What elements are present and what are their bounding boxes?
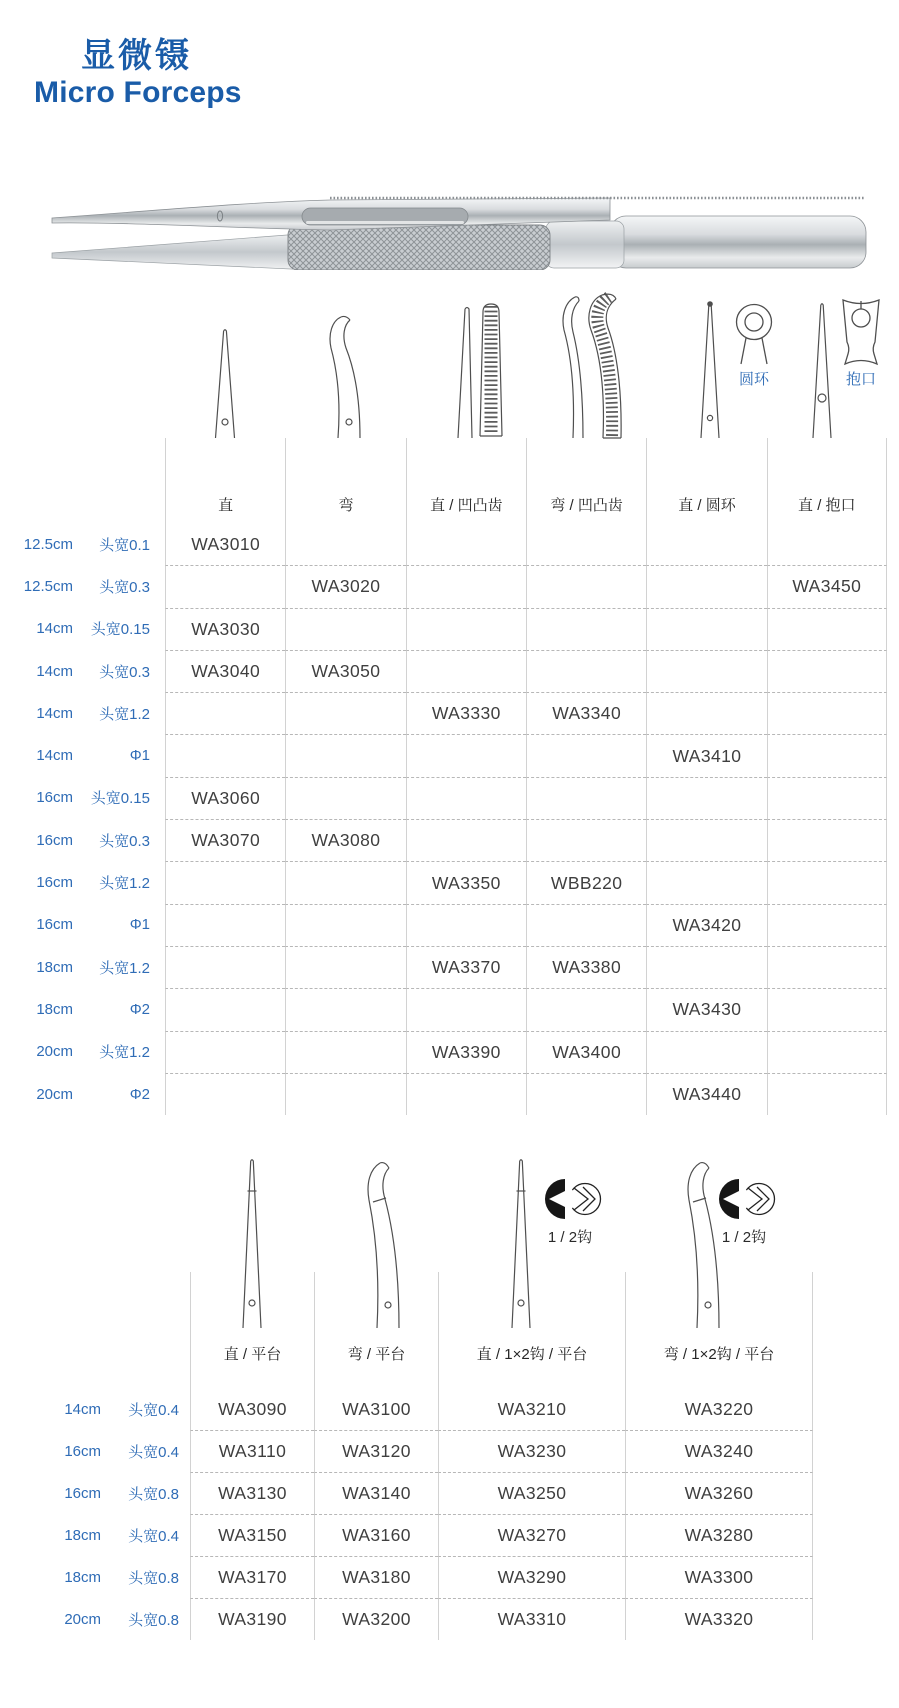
spec-label: 头宽0.4 — [128, 1401, 179, 1419]
empty-cell — [406, 777, 526, 819]
spec-label: 头宽0.3 — [99, 578, 150, 596]
product-code: WA3240 — [625, 1430, 813, 1472]
spec-label: Φ2 — [129, 1085, 150, 1103]
row-label — [0, 1472, 190, 1514]
grip-label: 抱口 — [845, 371, 876, 388]
straight-tip-icon — [210, 325, 240, 445]
spec-label: Φ2 — [129, 1000, 150, 1018]
empty-cell — [646, 777, 766, 819]
spec-label: 头宽0.1 — [99, 536, 150, 554]
column-header-straight-hook-platform: 直 / 1×2钩 / 平台 — [438, 1272, 625, 1388]
spec-table-2 — [0, 1272, 813, 1640]
size-label: 14cm — [64, 1400, 101, 1418]
empty-cell — [406, 734, 526, 776]
size-label: 16cm — [36, 789, 73, 807]
empty-cell — [646, 608, 766, 650]
row-label — [0, 1598, 190, 1640]
row-label — [0, 904, 165, 946]
product-code: WA3080 — [285, 819, 405, 861]
row-label — [0, 1514, 190, 1556]
column-header-curved-serrated: 弯 / 凹凸齿 — [526, 438, 646, 523]
empty-cell — [646, 819, 766, 861]
empty-cell — [406, 523, 526, 565]
row-label — [0, 1388, 190, 1430]
product-code: WA3120 — [314, 1430, 438, 1472]
product-code: WA3280 — [625, 1514, 813, 1556]
empty-cell — [767, 946, 887, 988]
product-code: WA3100 — [314, 1388, 438, 1430]
spec-label: 头宽0.3 — [99, 663, 150, 681]
ring-tip-icon — [695, 298, 725, 445]
spec-label: 头宽0.8 — [128, 1569, 179, 1587]
product-code: WA3210 — [438, 1388, 625, 1430]
product-code: WA3030 — [165, 608, 285, 650]
empty-cell — [767, 904, 887, 946]
grip-tip-icon — [807, 298, 837, 445]
product-code: WA3430 — [646, 988, 766, 1030]
product-code: WA3040 — [165, 650, 285, 692]
spec-label: 头宽0.8 — [128, 1611, 179, 1629]
column-header-straight-ring: 直 / 圆环 — [646, 438, 766, 523]
product-code: WA3290 — [438, 1556, 625, 1598]
size-label: 18cm — [64, 1568, 101, 1586]
empty-cell — [767, 734, 887, 776]
empty-cell — [285, 1073, 405, 1115]
product-code: WA3020 — [285, 565, 405, 607]
product-code: WA3140 — [314, 1472, 438, 1514]
empty-cell — [285, 1031, 405, 1073]
empty-cell — [285, 861, 405, 903]
size-label: 20cm — [36, 1043, 73, 1061]
empty-cell — [526, 904, 646, 946]
empty-cell — [767, 692, 887, 734]
size-label: 16cm — [36, 874, 73, 892]
spec-label: Φ1 — [129, 916, 150, 934]
half-hook-icon — [712, 1178, 778, 1225]
size-label: 16cm — [36, 831, 73, 849]
ring-label: 圆环 — [738, 371, 769, 388]
product-code: WA3170 — [190, 1556, 314, 1598]
empty-cell — [767, 1031, 887, 1073]
size-label: 18cm — [64, 1526, 101, 1544]
spec-label: 头宽1.2 — [99, 959, 150, 977]
empty-cell — [526, 608, 646, 650]
empty-cell — [165, 692, 285, 734]
page-title-chinese: 显微镊 — [81, 37, 192, 75]
product-code: WA3420 — [646, 904, 766, 946]
empty-cell — [767, 608, 887, 650]
product-code: WA3010 — [165, 523, 285, 565]
curved-tip-icon — [324, 310, 366, 445]
product-code: WA3230 — [438, 1430, 625, 1472]
empty-cell — [767, 523, 887, 565]
row-label — [0, 1031, 165, 1073]
size-label: 16cm — [64, 1442, 101, 1460]
row-label — [0, 1556, 190, 1598]
spec-label: 头宽0.4 — [128, 1527, 179, 1545]
empty-cell — [285, 608, 405, 650]
empty-cell — [285, 988, 405, 1030]
size-label: 12.5cm — [23, 535, 73, 553]
hook-label: 1 / 2钩 — [547, 1229, 593, 1246]
empty-cell — [406, 819, 526, 861]
spec-table-1 — [0, 438, 887, 1115]
empty-cell — [165, 904, 285, 946]
size-label: 16cm — [64, 1484, 101, 1502]
size-label: 14cm — [36, 747, 73, 765]
product-code: WA3390 — [406, 1031, 526, 1073]
row-label — [0, 608, 165, 650]
spec-label: 头宽1.2 — [99, 1044, 150, 1062]
row-label — [0, 777, 165, 819]
product-code: WA3090 — [190, 1388, 314, 1430]
empty-cell — [165, 861, 285, 903]
empty-cell — [646, 565, 766, 607]
column-header-straight: 直 — [165, 438, 285, 523]
empty-cell — [406, 904, 526, 946]
empty-cell — [526, 819, 646, 861]
forceps-photo — [30, 158, 885, 270]
empty-cell — [526, 777, 646, 819]
column-header-curved-platform: 弯 / 平台 — [314, 1272, 438, 1388]
empty-cell — [285, 904, 405, 946]
product-code: WA3060 — [165, 777, 285, 819]
row-label — [0, 1430, 190, 1472]
product-code: WA3340 — [526, 692, 646, 734]
empty-cell — [165, 565, 285, 607]
empty-cell — [406, 1073, 526, 1115]
empty-cell — [526, 523, 646, 565]
product-code: WA3440 — [646, 1073, 766, 1115]
product-code: WA3250 — [438, 1472, 625, 1514]
size-label: 20cm — [64, 1610, 101, 1628]
row-label — [0, 692, 165, 734]
product-code: WA3050 — [285, 650, 405, 692]
size-label: 12.5cm — [23, 577, 73, 595]
empty-cell — [165, 988, 285, 1030]
empty-cell — [285, 734, 405, 776]
empty-cell — [767, 1073, 887, 1115]
column-header-curved: 弯 — [285, 438, 405, 523]
row-label — [0, 988, 165, 1030]
spec-label: 头宽1.2 — [99, 875, 150, 893]
product-code: WA3200 — [314, 1598, 438, 1640]
empty-cell — [285, 777, 405, 819]
product-code: WA3300 — [625, 1556, 813, 1598]
page-title-english: Micro Forceps — [34, 76, 242, 109]
product-code: WA3270 — [438, 1514, 625, 1556]
row-label — [0, 650, 165, 692]
row-label — [0, 819, 165, 861]
spec-label: 头宽0.15 — [90, 621, 150, 639]
empty-cell — [406, 650, 526, 692]
empty-cell — [285, 946, 405, 988]
size-label: 18cm — [36, 958, 73, 976]
ring-symbol-icon — [728, 300, 780, 371]
size-label: 20cm — [36, 1085, 73, 1103]
empty-cell — [526, 650, 646, 692]
empty-cell — [285, 523, 405, 565]
grip-symbol-icon — [838, 294, 884, 375]
product-code: WA3180 — [314, 1556, 438, 1598]
spec-label: Φ1 — [129, 747, 150, 765]
empty-cell — [406, 565, 526, 607]
row-label — [0, 946, 165, 988]
product-code: WA3190 — [190, 1598, 314, 1640]
product-code: WA3380 — [526, 946, 646, 988]
spec-label: 头宽0.3 — [99, 832, 150, 850]
product-code: WA3330 — [406, 692, 526, 734]
row-label — [0, 1073, 165, 1115]
product-code: WA3220 — [625, 1388, 813, 1430]
empty-cell — [165, 946, 285, 988]
spec-label: 头宽0.8 — [128, 1485, 179, 1503]
column-header-straight-serrated: 直 / 凹凸齿 — [406, 438, 526, 523]
product-code: WA3450 — [767, 565, 887, 607]
half-hook-icon — [538, 1178, 604, 1225]
empty-cell — [646, 946, 766, 988]
product-code: WBB220 — [526, 861, 646, 903]
empty-cell — [526, 734, 646, 776]
empty-cell — [767, 650, 887, 692]
product-code: WA3150 — [190, 1514, 314, 1556]
row-label — [0, 734, 165, 776]
empty-cell — [526, 988, 646, 1030]
empty-cell — [526, 1073, 646, 1115]
row-label — [0, 861, 165, 903]
hook-label: 1 / 2钩 — [721, 1229, 767, 1246]
empty-cell — [767, 777, 887, 819]
empty-cell — [767, 861, 887, 903]
spec-label: 头宽1.2 — [99, 705, 150, 723]
size-label: 16cm — [36, 916, 73, 934]
straight-serrated-tip-icon — [446, 300, 510, 445]
product-code: WA3110 — [190, 1430, 314, 1472]
size-label: 18cm — [36, 1000, 73, 1018]
column-header-straight-grip: 直 / 抱口 — [767, 438, 887, 523]
empty-cell — [165, 734, 285, 776]
empty-cell — [646, 650, 766, 692]
empty-cell — [406, 988, 526, 1030]
spec-label: 头宽0.4 — [128, 1443, 179, 1461]
product-code: WA3260 — [625, 1472, 813, 1514]
table2-corner — [0, 1272, 190, 1388]
empty-cell — [285, 692, 405, 734]
product-code: WA3410 — [646, 734, 766, 776]
spec-label: 头宽0.15 — [90, 790, 150, 808]
empty-cell — [646, 1031, 766, 1073]
product-code: WA3160 — [314, 1514, 438, 1556]
empty-cell — [646, 692, 766, 734]
product-code: WA3320 — [625, 1598, 813, 1640]
empty-cell — [165, 1073, 285, 1115]
product-code: WA3070 — [165, 819, 285, 861]
empty-cell — [406, 608, 526, 650]
curved-serrated-tip-icon — [555, 290, 641, 445]
column-header-straight-platform: 直 / 平台 — [190, 1272, 314, 1388]
product-code: WA3370 — [406, 946, 526, 988]
size-label: 14cm — [36, 620, 73, 638]
table1-corner — [0, 438, 165, 523]
product-code: WA3310 — [438, 1598, 625, 1640]
section1-tip-drawings — [0, 282, 887, 450]
empty-cell — [646, 523, 766, 565]
row-label — [0, 565, 165, 607]
row-label — [0, 523, 165, 565]
size-label: 14cm — [36, 662, 73, 680]
product-code: WA3350 — [406, 861, 526, 903]
empty-cell — [526, 565, 646, 607]
size-label: 14cm — [36, 704, 73, 722]
product-code: WA3400 — [526, 1031, 646, 1073]
empty-cell — [767, 988, 887, 1030]
column-header-curved-hook-platform: 弯 / 1×2钩 / 平台 — [625, 1272, 813, 1388]
empty-cell — [767, 819, 887, 861]
product-code: WA3130 — [190, 1472, 314, 1514]
empty-cell — [165, 1031, 285, 1073]
empty-cell — [646, 861, 766, 903]
